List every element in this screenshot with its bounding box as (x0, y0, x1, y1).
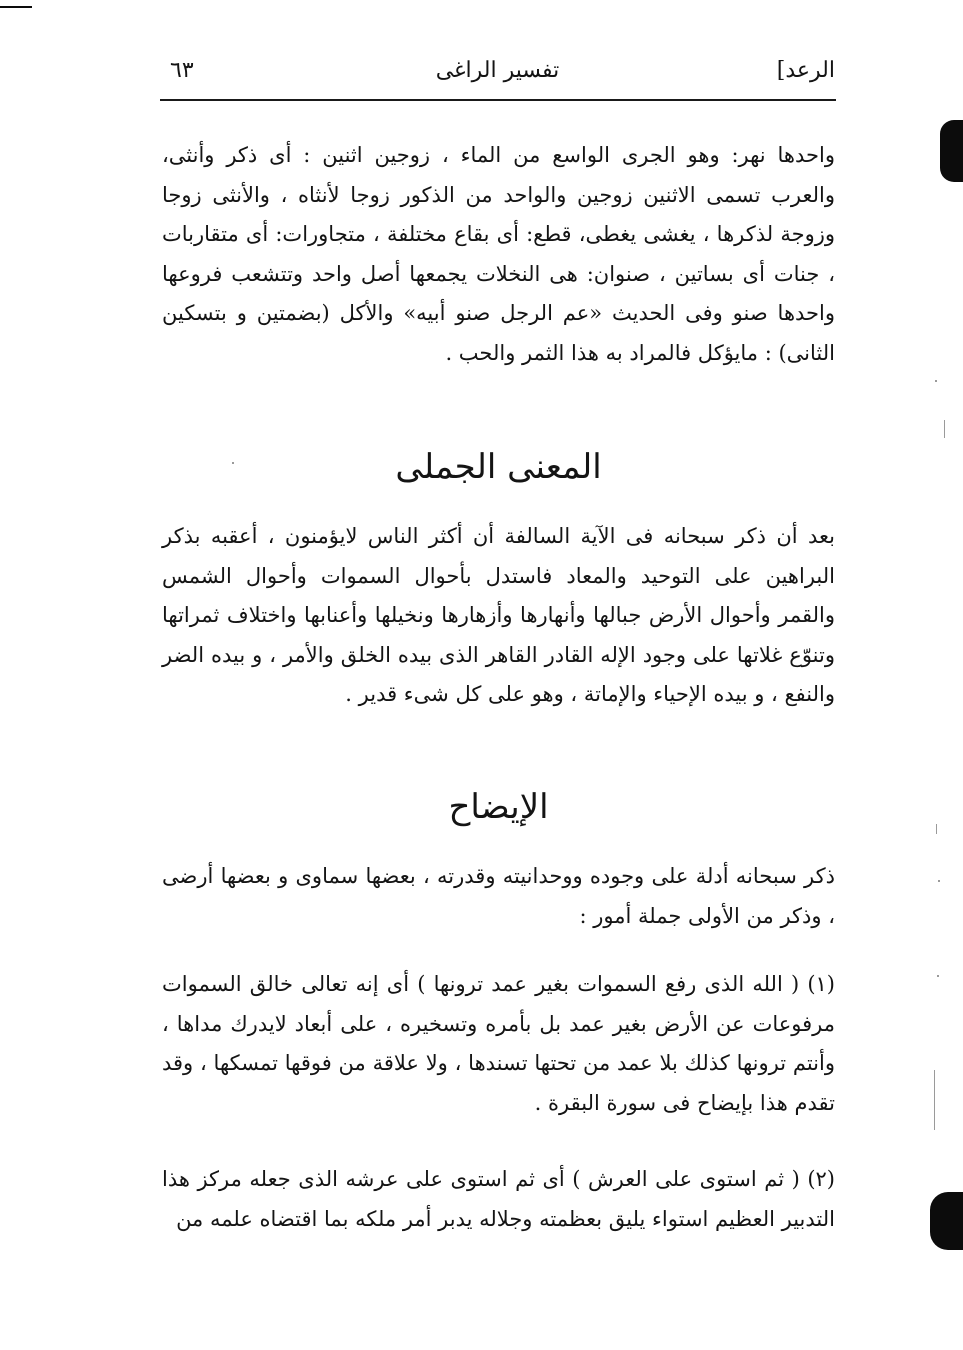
explanation-item-1 (162, 965, 835, 1123)
running-header (160, 52, 835, 96)
page-number: ٦٣ (170, 58, 194, 83)
section-heading-explanation: الإيضاح (448, 787, 549, 827)
explanation-item-2-text: (٢) ( ثم استوى على العرش ) أى ثم استوى على عرشه الذى جعله مركز هذا التدبير العظيم استواء يليق بعظمته وجلاله يدبر أمر ملكه بما اقتضاه علمه من (162, 1167, 835, 1231)
scan-speck (937, 975, 939, 977)
scan-speck (938, 880, 940, 882)
scan-speck (936, 824, 937, 834)
scan-speck (934, 1070, 935, 1130)
binder-hole-bottom (930, 1192, 963, 1250)
explanation-item-2 (162, 1160, 835, 1239)
surah-name: الرعد] (776, 58, 835, 83)
binder-hole-top (940, 120, 963, 182)
vocabulary-text: واحدها نهر: وهو الجرى الواسع من الماء ، زوجين اثنين : أى ذكر وأنثى، والعرب تسمى الاثنين زوجين والواحد من الذكور زوجا لأنثاه ، والأنثى زوجا وزوجة لذكرها ، يغشى يغطى، قطع: أى بقاع مختلفة ، متجاورات: أى متقاربات ، جنات أى بساتين ، صنوان: هى النخلات يجمعها أصل واحد وتتشعب فروعها واحدها صنو وفى الحديث «عم الرجل صنو أبيه» والأكل (بضمتين و بتسكين الثانى) : مايؤكل فالمراد به هذا الثمر والحب . (162, 143, 835, 365)
general-meaning-paragraph (162, 517, 835, 715)
scan-edge-mark (0, 6, 32, 8)
scan-speck (232, 462, 234, 464)
explanation-item-1-text: (١) ( الله الذى رفع السموات بغير عمد ترونها ) أى إنه تعالى خالق السموات مرفوعات عن الأرض بغير عمد بل بأمره وتسخيره ، على أبعاد لايدرك مداها ، وأنتم ترونها كذلك بلا عمد من تحتها تسندها ، ولا علاقة من فوقها تمسكها ، وقد تقدم هذا بإيضاح فى سورة البقرة . (162, 972, 835, 1115)
scan-speck (944, 420, 945, 438)
scan-speck (935, 380, 937, 382)
header-rule (160, 99, 836, 101)
general-meaning-text: بعد أن ذكر سبحانه فى الآية السالفة أن أكثر الناس لايؤمنون ، أعقبه بذكر البراهين على التوحيد والمعاد فاستدل بأحوال السموات وأحوال الشمس والقمر وأحوال الأرض جبالها وأنهارها وأزهارها ونخيلها وأعنابها واختلاف ثمراتها وتنوّع غلاتها على وجود الإله القادر القاهر الذى بيده الخلق والأمر ، و بيده الضر والنفع ، و بيده الإحياء والإماتة ، وهو على كل شىء قدير . (162, 524, 835, 706)
explanation-intro-paragraph (162, 857, 835, 936)
explanation-intro-text: ذكر سبحانه أدلة على وجوده ووحدانيته وقدرته ، بعضها سماوى و بعضها أرضى ، وذكر من الأولى جملة أمور : (162, 864, 835, 928)
vocabulary-paragraph (162, 136, 835, 373)
section-heading-general-meaning: المعنى الجملى (395, 447, 602, 487)
book-title: تفسير الراغى (435, 58, 560, 83)
